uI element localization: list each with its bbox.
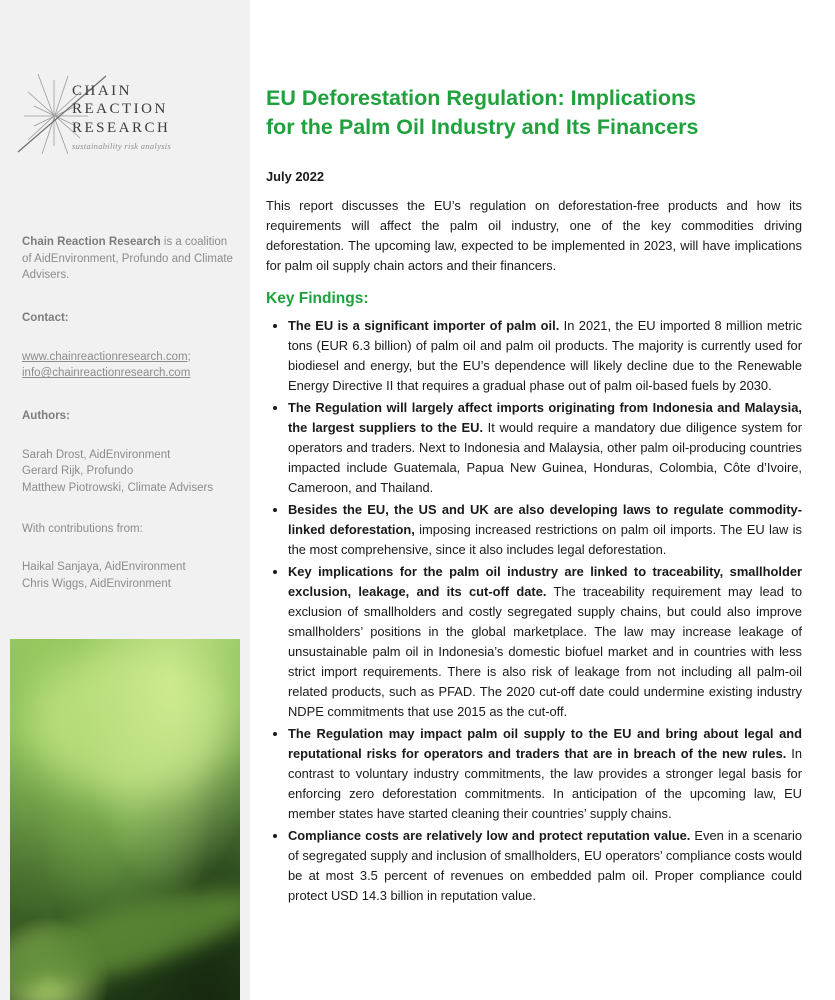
contact-label: Contact: — [22, 312, 69, 325]
key-finding-lead: Besides the EU, the US and UK are also developing laws to regulate commodity-linked deforestation, — [288, 502, 802, 538]
key-finding-body: imposing increased restrictions on palm oil imports. The EU law is the most comprehensive, since it also includes legal deforestation. — [288, 522, 802, 558]
key-finding-item — [288, 826, 802, 906]
contributors-list — [22, 559, 234, 592]
report-date: July 2022 — [266, 169, 325, 185]
key-finding-lead: Key implications for the palm oil industry are linked to traceability, smallholder exclusion, leakage, and its cut-off date. — [288, 564, 802, 600]
crr-logo — [16, 64, 242, 168]
contact-links — [22, 349, 234, 382]
sidebar-person-line: Sarah Drost, AidEnvironment — [22, 448, 171, 461]
page-title-line-2: for the Palm Oil Industry and Its Financers — [266, 115, 699, 140]
key-finding-item — [288, 398, 802, 498]
contributions-label: With contributions from: — [22, 522, 143, 535]
logo-word-chain: CHAIN — [72, 83, 132, 99]
key-finding-lead: Compliance costs are relatively low and protect reputation value. — [288, 828, 691, 844]
key-finding-body: It would require a mandatory due diligence system for operators and traders. Next to Indonesia and Malaysia, other palm oil-producing countries impacted include Guatemala, Papua New Guinea, Honduras, Colombia, Côte d’Ivoire, Cameroon, and Thailand. — [288, 420, 802, 496]
email-link[interactable]: info@chainreactionresearch.com — [22, 367, 191, 380]
forest-photo — [10, 639, 240, 1000]
key-findings-list — [266, 316, 802, 906]
key-finding-lead: The Regulation may impact palm oil supply to the EU and bring about legal and reputational risks for operators and traders that are in breach of the new rules. — [288, 726, 802, 762]
key-finding-item — [288, 500, 802, 560]
sidebar-person-line: Gerard Rijk, Profundo — [22, 465, 134, 478]
key-findings-heading: Key Findings: — [266, 290, 369, 308]
sidebar-person-line: Chris Wiggs, AidEnvironment — [22, 578, 171, 591]
key-finding-lead: The EU is a significant importer of palm oil. — [288, 318, 560, 334]
sidebar — [0, 0, 250, 1000]
key-finding-item — [288, 724, 802, 824]
authors-label: Authors: — [22, 410, 70, 423]
website-link[interactable]: www.chainreactionresearch.com — [22, 350, 188, 363]
report-body — [266, 0, 802, 908]
key-finding-item — [288, 562, 802, 722]
authors-list — [22, 447, 234, 497]
key-finding-body: In 2021, the EU imported 8 million metric tons (EUR 6.3 billion) of palm oil and palm oil products. The majority is currently used for biodiesel and energy, but the EU’s dependence will likely decline due to the Renewable Energy Directive II that requires a gradual phase out of palm oil-based fuels by 2030. — [288, 318, 803, 394]
logo-word-research: RESEARCH — [72, 119, 171, 136]
key-finding-lead: The Regulation will largely affect imports originating from Indonesia and Malaysia, the largest suppliers to the EU. — [288, 400, 802, 436]
intro-paragraph: This report discusses the EU’s regulation on deforestation-free products and how its requirements will affect the palm oil industry, one of the key commodities driving deforestation. The upcoming law, expected to be implemented in 2023, will have implications for palm oil supply chain actors and their financers. — [266, 198, 802, 274]
sidebar-person-line: Haikal Sanjaya, AidEnvironment — [22, 561, 186, 574]
link-separator: ; — [187, 350, 191, 363]
key-finding-body: The traceability requirement may lead to exclusion of smallholders and costly segregated supply chains, but could also improve smallholders’ positions in the global marketplace. The law may increase leakage of unsustainable palm oil in Indonesia’s domestic biofuel market and in countries with less strict import requirements. There is also risk of leakage from not including all palm-oil related products, such as PFAD. The 2020 cut-off date could undermine existing industry NDPE commitments that use 2015 as the cut-off. — [288, 584, 803, 720]
sidebar-about-bold: Chain Reaction Research — [22, 236, 161, 248]
logo-wordmark — [72, 82, 171, 151]
page-title — [266, 84, 802, 142]
page-title-line-1: EU Deforestation Regulation: Implications — [266, 86, 697, 110]
logo-tagline: sustainability risk analysis — [72, 140, 172, 151]
key-finding-body: Even in a scenario of segregated supply and inclusion of smallholders, EU operators’ compliance costs would be at most 3.5 percent of revenues on embedded palm oil. Proper compliance could protect USD 14.3 billion in reputation value. — [288, 828, 802, 904]
key-finding-item — [288, 316, 802, 396]
sidebar-about — [22, 234, 234, 284]
sidebar-person-line: Matthew Piotrowski, Climate Advisers — [22, 482, 214, 495]
key-finding-body: In contrast to voluntary industry commitments, the law provides a stronger legal basis for enforcing zero deforestation commitments. In anticipation of the upcoming law, EU member states have started cleaning their countries’ supply chains. — [288, 746, 802, 822]
sidebar-about-rest: is a coalition of AidEnvironment, Profundo and Climate Advisers. — [22, 236, 233, 282]
logo-word-reaction: REACTION — [72, 101, 168, 118]
